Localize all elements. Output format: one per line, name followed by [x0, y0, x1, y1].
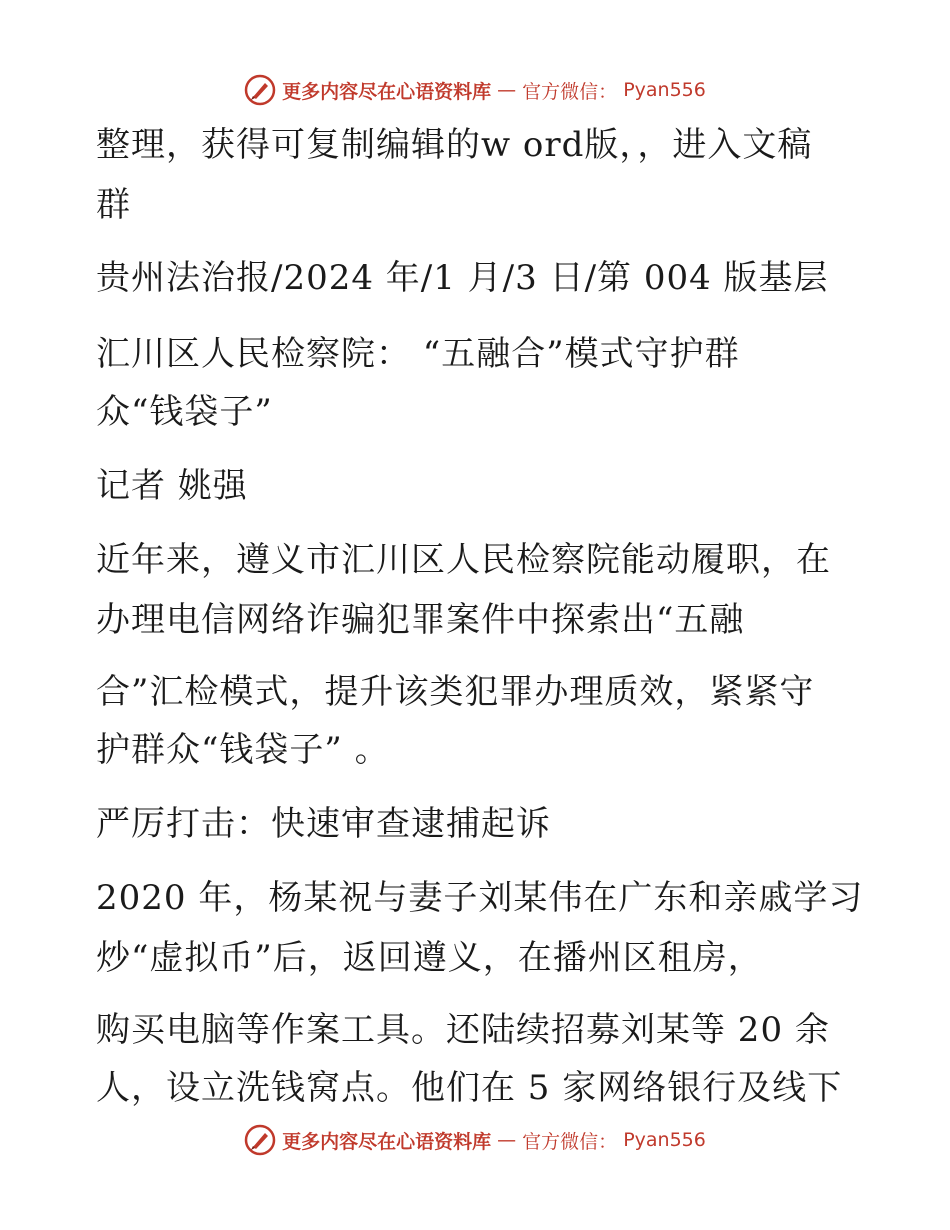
watermark-banner-bottom: [0, 1120, 950, 1160]
document-line: 贵州法治报/2024 年/1 月/3 日/第 004 版基层: [96, 258, 829, 298]
watermark-separator: —: [497, 79, 517, 101]
watermark-main-text: 更多内容尽在心语资料库: [282, 1130, 492, 1153]
watermark-official-label: 官方微信：: [522, 1130, 618, 1153]
watermark-wechat-id: Pyan556: [623, 1129, 706, 1151]
document-line: 记者 姚强: [96, 466, 248, 506]
document-line: 护群众“钱袋子” 。: [96, 730, 390, 770]
watermark-banner-top: [0, 70, 950, 110]
pen-circle-logo-icon: [244, 1124, 276, 1156]
watermark-separator: —: [497, 1129, 517, 1151]
pen-circle-logo-icon: [244, 74, 276, 106]
document-line: 众“钱袋子”: [96, 392, 273, 432]
document-line: 汇川区人民检察院： “五融合”模式守护群: [96, 334, 740, 374]
watermark-main-text: 更多内容尽在心语资料库: [282, 80, 492, 103]
document-line: 群: [96, 185, 131, 225]
document-line: 人，设立洗钱窝点。他们在 5 家网络银行及线下: [96, 1068, 843, 1108]
document-line: 炒“虚拟币”后，返回遵义，在播州区租房，: [96, 938, 763, 978]
document-line: 办理电信网络诈骗犯罪案件中探索出“五融: [96, 600, 745, 640]
document-line: 合”汇检模式，提升该类犯罪办理质效，紧紧守: [96, 672, 815, 712]
document-line: 近年来，遵义市汇川区人民检察院能动履职，在: [96, 540, 831, 580]
document-line: 严厉打击：快速审查逮捕起诉: [96, 804, 551, 844]
watermark-official-label: 官方微信：: [522, 80, 618, 103]
document-line: 购买电脑等作案工具。还陆续招募刘某等 20 余: [96, 1010, 830, 1050]
watermark-wechat-id: Pyan556: [623, 79, 706, 101]
document-line: 2020 年，杨某祝与妻子刘某伟在广东和亲戚学习: [96, 878, 864, 918]
document-line: 整理，获得可复制编辑的w ord版，，进入文稿: [96, 125, 813, 165]
